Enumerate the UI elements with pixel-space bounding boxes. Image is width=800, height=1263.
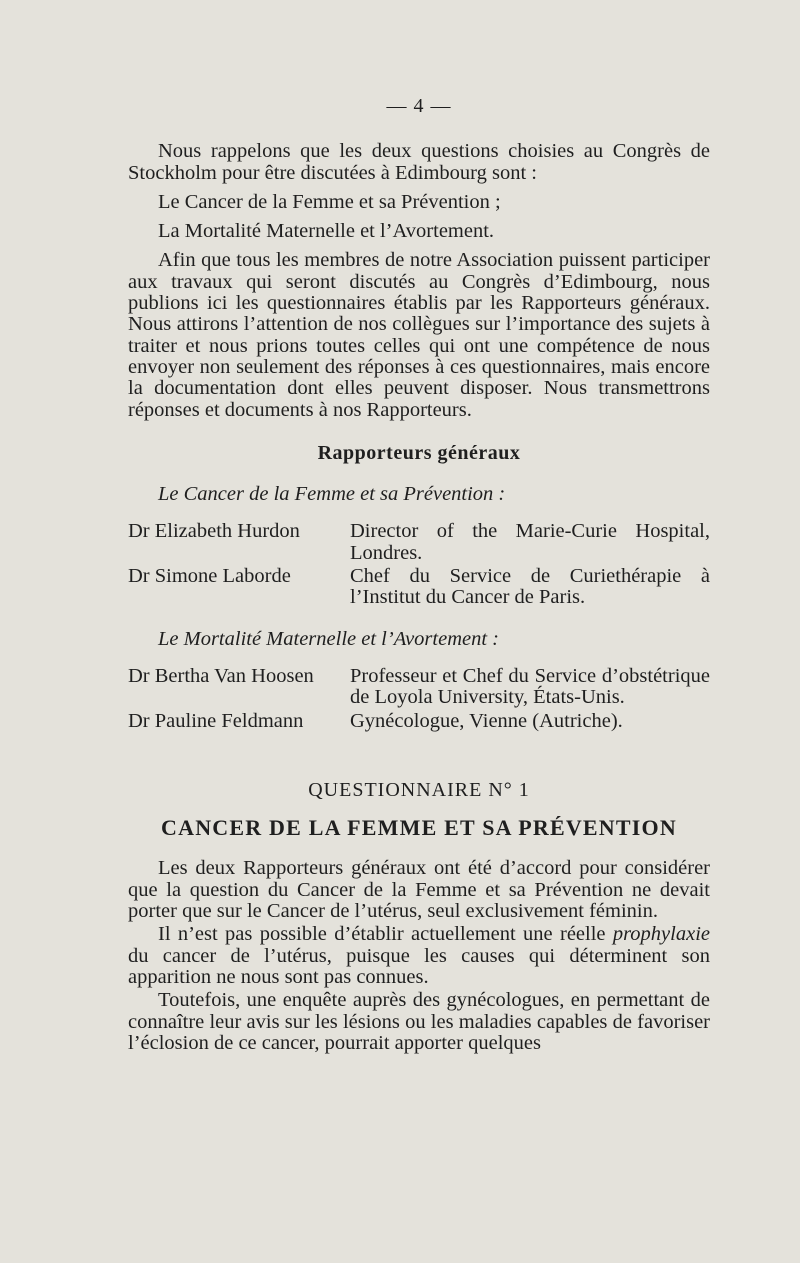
rapporteur-name: Dr Elizabeth Hurdon	[128, 520, 300, 543]
questionnaire-paragraph-1: Les deux Rapporteurs généraux ont été d’accord pour considérer que la question du Cancer de la Femme et sa Prévention ne devait porter que sur le Cancer de l’utérus, seul exclusivement féminin.	[128, 857, 710, 923]
questionnaire-title: CANCER DE LA FEMME ET SA PRÉVENTION	[161, 815, 677, 841]
rapporteur-role: Professeur et Chef du Service d’obstétrique de Loyola University, États-Unis.	[350, 664, 710, 709]
text-run: Il n’est pas possible d’établir actuellement une réelle	[158, 923, 613, 946]
rapporteur-role: Chef du Service de Curiethérapie à l’Institut du Cancer de Paris.	[350, 565, 710, 609]
questionnaire-paragraph-2	[128, 924, 710, 988]
rapporteur-name: Dr Pauline Feldmann	[128, 709, 304, 732]
rapporteur-role: Gynécologue, Vienne (Autriche).	[350, 709, 623, 732]
rapporteur-name: Dr Simone Laborde	[128, 565, 291, 588]
text-run: du cancer de l’utérus, puisque les causes qui déterminent son apparition ne nous sont pas connues.	[128, 944, 710, 988]
association-paragraph: Afin que tous les membres de notre Association puissent participer aux travaux qui seront discutés au Congrès d’Edimbourg, nous publions ici les questionnaires établis par les Rapporteurs généraux. Nous attirons l’attention de nos collègues sur l’importance des sujets à traiter et nous prions toutes celles qui ont une compétence de nous envoyer non seulement des réponses à ces questionnaires, mais encore la documentation dont elles peuvent disposer. Nous transmettrons réponses et documents à nos Rapporteurs.	[128, 249, 710, 421]
rapporteur-row	[128, 521, 710, 564]
rapporteur-row	[128, 666, 710, 709]
rapporteurs-list-cancer	[128, 521, 710, 608]
topic-cancer: Le Cancer de la Femme et sa Prévention ;	[158, 190, 501, 213]
rapporteur-role: Director of the Marie-Curie Hospital, Londres.	[350, 520, 710, 564]
rapporteur-name: Dr Bertha Van Hoosen	[128, 664, 314, 687]
section-cancer-title: Le Cancer de la Femme et sa Prévention :	[158, 483, 506, 506]
rapporteur-row	[128, 566, 710, 609]
rapporteurs-heading: Rapporteurs généraux	[317, 441, 521, 464]
questionnaire-paragraph-3: Toutefois, une enquête auprès des gynécologues, en permettant de connaître leur avis sur les lésions ou les maladies capables de favoriser l’éclosion de ce cancer, pourrait apporter quelques	[128, 989, 710, 1054]
questionnaire-number: QUESTIONNAIRE N° 1	[308, 778, 530, 801]
page-number: — 4 —	[386, 95, 452, 117]
rapporteurs-list-mortality	[128, 666, 710, 732]
topic-mortality: La Mortalité Maternelle et l’Avortement.	[158, 220, 495, 243]
intro-paragraph: Nous rappelons que les deux questions choisies au Congrès de Stockholm pour être discutées à Edimbourg sont :	[128, 140, 710, 184]
page-content	[128, 96, 710, 1054]
rapporteur-row	[128, 711, 710, 732]
section-mortality-title: Le Mortalité Maternelle et l’Avortement :	[158, 627, 500, 650]
italic-term: prophylaxie	[612, 923, 710, 946]
